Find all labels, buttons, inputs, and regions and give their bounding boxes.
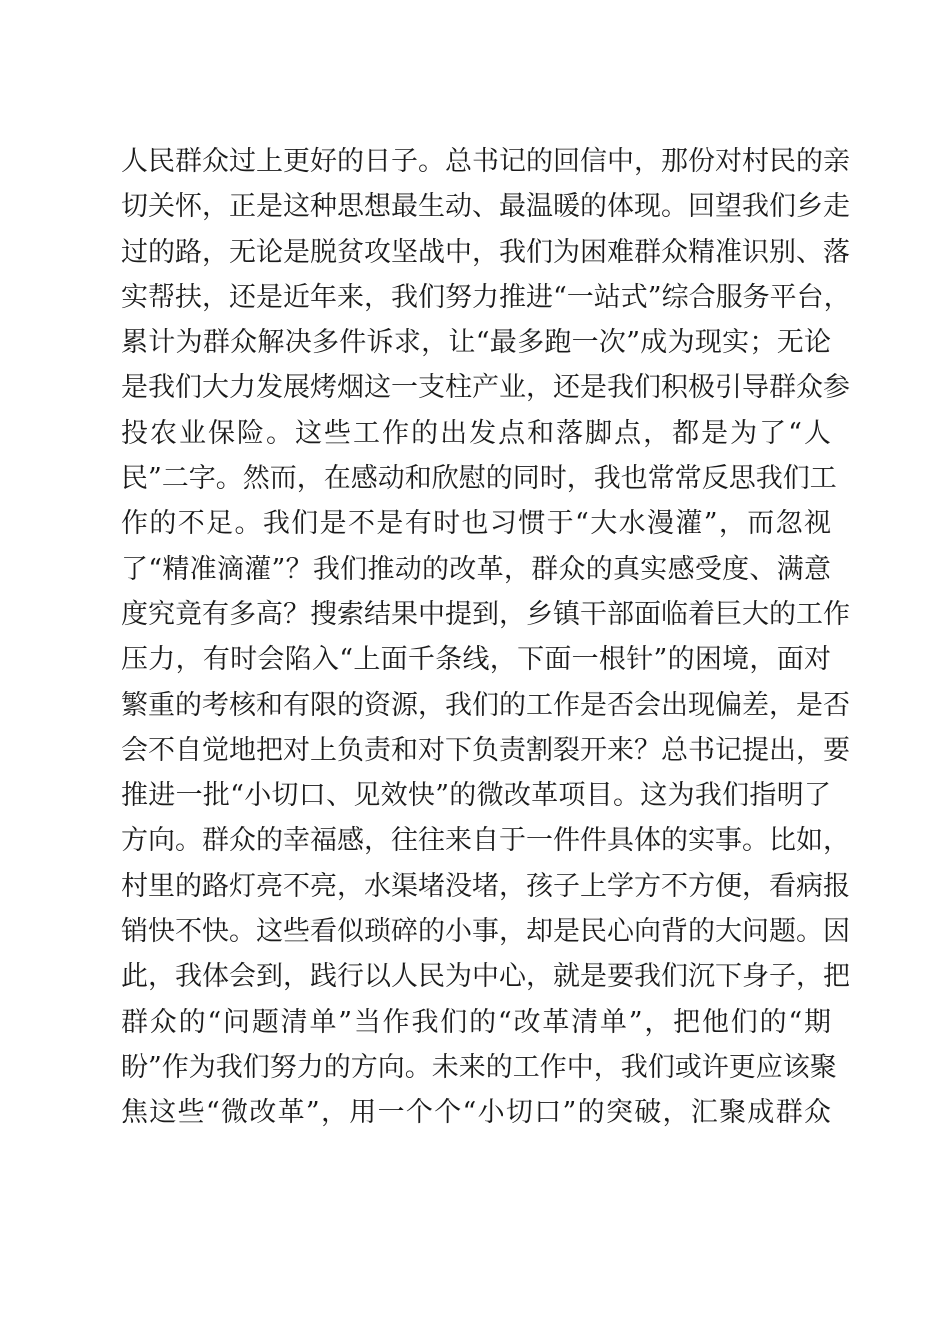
text-line: 销快不快。这些看似琐碎的小事，却是民心向背的大问题。因	[121, 916, 850, 948]
text-line: 民”二字。然而，在感动和欣慰的同时，我也常常反思我们工	[121, 463, 837, 495]
text-line: 切关怀，正是这种思想最生动、最温暖的体现。回望我们乡走	[121, 191, 850, 223]
text-line: 压力，有时会陷入“上面千条线，下面一根针”的困境，面对	[121, 644, 831, 676]
text-line: 实帮扶，还是近年来，我们努力推进“一站式”综合服务平台，	[121, 281, 851, 313]
text-line: 过的路，无论是脱贫攻坚战中，我们为困难群众精准识别、落	[121, 236, 850, 268]
text-line: 方向。群众的幸福感，往往来自于一件件具体的实事。比如，	[121, 825, 850, 857]
body-paragraph	[121, 139, 851, 1136]
text-line: 人民群众过上更好的日子。总书记的回信中，那份对村民的亲	[121, 146, 850, 177]
text-line: 作的不足。我们是不是有时也习惯于“大水漫灌”，而忽视	[121, 508, 831, 540]
text-line: 群众的“问题清单”当作我们的“改革清单”，把他们的“期	[121, 1006, 831, 1038]
text-line: 投农业保险。这些工作的出发点和落脚点，都是为了“人	[121, 417, 831, 449]
text-line: 了“精准滴灌”？我们推动的改革，群众的真实感受度、满意	[121, 553, 831, 585]
text-line: 盼”作为我们努力的方向。未来的工作中，我们或许更应该聚	[121, 1051, 837, 1083]
text-line: 繁重的考核和有限的资源，我们的工作是否会出现偏差，是否	[121, 689, 850, 721]
text-line: 是我们大力发展烤烟这一支柱产业，还是我们积极引导群众参	[121, 372, 850, 404]
text-line: 累计为群众解决多件诉求，让“最多跑一次”成为现实；无论	[121, 327, 831, 359]
text-line: 此，我体会到，践行以人民为中心，就是要我们沉下身子，把	[121, 961, 850, 993]
text-line: 村里的路灯亮不亮，水渠堵没堵，孩子上学方不方便，看病报	[121, 870, 850, 902]
text-line: 焦这些“微改革”，用一个个“小切口”的突破，汇聚成群众	[121, 1097, 831, 1129]
text-line: 会不自觉地把对上负责和对下负责割裂开来？总书记提出，要	[121, 734, 850, 766]
text-line: 推进一批“小切口、见效快”的微改革项目。这为我们指明了	[121, 780, 831, 812]
text-line: 度究竟有多高？搜索结果中提到，乡镇干部面临着巨大的工作	[121, 598, 850, 630]
